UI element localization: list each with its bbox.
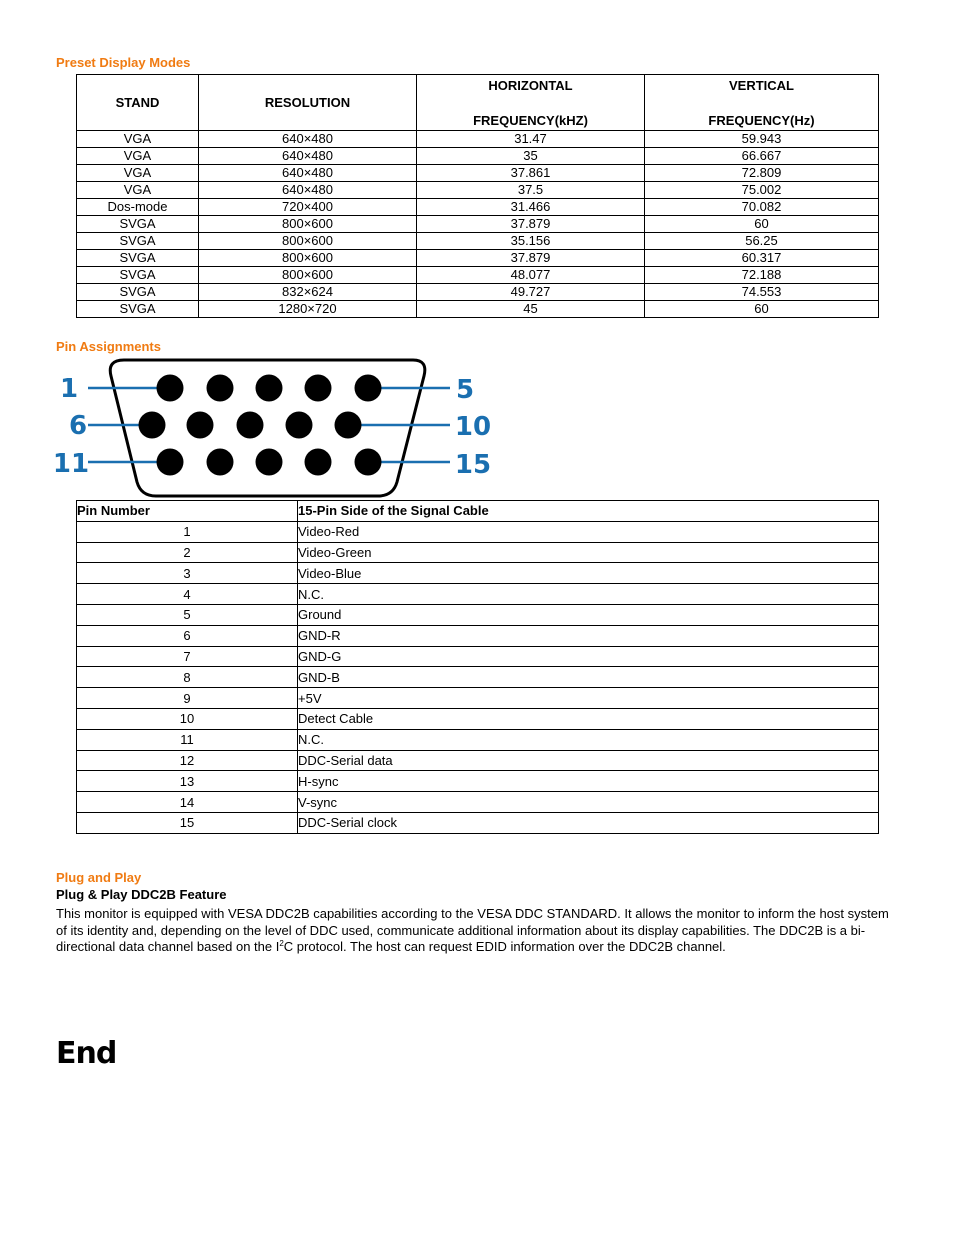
resolution-cell: 800×600 [199,216,417,233]
signal-cell: Detect Cable [298,708,879,729]
pins-table-row [77,708,879,729]
pins-table-row [77,646,879,667]
vertical-frequency-cell: 72.188 [645,267,879,284]
vertical-frequency-cell: 74.553 [645,284,879,301]
stand-cell: SVGA [77,301,199,318]
pins-table-row [77,521,879,542]
ddc2b-feature-subheading: Plug & Play DDC2B Feature [56,887,227,902]
pins-table-row [77,771,879,792]
signal-cell: Ground [298,604,879,625]
horizontal-frequency-cell: 31.466 [417,199,645,216]
pin-dot-6 [139,412,166,439]
signal-cell: DDC-Serial clock [298,812,879,833]
pin-number-cell: 14 [77,792,298,813]
signal-cell: Video-Blue [298,563,879,584]
signal-cell: N.C. [298,729,879,750]
signal-cell: +5V [298,688,879,709]
signal-cell: GND-G [298,646,879,667]
horizontal-frequency-cell: 37.879 [417,250,645,267]
pin-dot-2 [207,375,234,402]
pin-assignments-heading: Pin Assignments [56,339,161,354]
stand-cell: SVGA [77,267,199,284]
vertical-frequency-cell: 56.25 [645,233,879,250]
pins-header-row [77,501,879,522]
resolution-cell: 640×480 [199,148,417,165]
pin-number-cell: 4 [77,584,298,605]
horizontal-frequency-cell: 37.879 [417,216,645,233]
pins-table-row [77,750,879,771]
resolution-cell: 800×600 [199,233,417,250]
vertical-frequency-cell: 72.809 [645,165,879,182]
pins-table-row [77,667,879,688]
modes-table-row [77,233,879,250]
horizontal-frequency-cell: 37.861 [417,165,645,182]
resolution-cell: 640×480 [199,131,417,148]
pin-label-15: 15 [454,450,492,480]
signal-cell: GND-B [298,667,879,688]
pins-table-row [77,584,879,605]
vertical-frequency-header [645,75,879,131]
stand-cell: Dos-mode [77,199,199,216]
pin-number-cell: 15 [77,812,298,833]
pins-table-row [77,625,879,646]
vertical-frequency-cell: 60.317 [645,250,879,267]
pin-label-1: 1 [59,374,79,404]
pins-table-row [77,563,879,584]
resolution-cell: 640×480 [199,182,417,199]
stand-cell: VGA [77,148,199,165]
pin-dot-14 [305,449,332,476]
stand-cell: VGA [77,165,199,182]
signal-cell: DDC-Serial data [298,750,879,771]
pin-number-header: Pin Number [77,501,298,522]
signal-cell: N.C. [298,584,879,605]
pin-dot-1 [157,375,184,402]
pin-number-cell: 9 [77,688,298,709]
pin-dot-12 [207,449,234,476]
pin-number-cell: 10 [77,708,298,729]
modes-table-row [77,165,879,182]
pin-dot-8 [237,412,264,439]
pin-number-cell: 8 [77,667,298,688]
horizontal-frequency-header [417,75,645,131]
signal-cell: Video-Red [298,521,879,542]
horizontal-frequency-cell: 35 [417,148,645,165]
pin-number-cell: 2 [77,542,298,563]
pin-label-11: 11 [52,449,90,479]
modes-table-row [77,199,879,216]
stand-cell: VGA [77,131,199,148]
modes-table-row [77,267,879,284]
pin-dot-9 [286,412,313,439]
pin-dot-4 [305,375,332,402]
pin-number-cell: 3 [77,563,298,584]
horizontal-frequency-cell: 37.5 [417,182,645,199]
signal-cell: Video-Green [298,542,879,563]
pin-dot-11 [157,449,184,476]
pin-dot-13 [256,449,283,476]
end-title: End [56,1036,117,1071]
vertical-frequency-cell: 75.002 [645,182,879,199]
vertical-frequency-cell: 66.667 [645,148,879,165]
pin-dot-7 [187,412,214,439]
vertical-frequency-cell: 60 [645,216,879,233]
preset-display-modes-heading: Preset Display Modes [56,55,191,70]
modes-table-row [77,148,879,165]
resolution-cell: 640×480 [199,165,417,182]
modes-table-row [77,301,879,318]
pin-label-10: 10 [454,412,492,442]
stand-cell: SVGA [77,216,199,233]
pins-table-row [77,792,879,813]
modes-table-row [77,131,879,148]
modes-table-row [77,216,879,233]
pin-number-cell: 11 [77,729,298,750]
vertical-frequency-cell: 59.943 [645,131,879,148]
resolution-cell: 800×600 [199,267,417,284]
pin-dot-15 [355,449,382,476]
pins-table-row [77,604,879,625]
plug-and-play-heading: Plug and Play [56,870,142,885]
pin-assignments-table [76,500,879,834]
horizontal-header-line1: HORIZONTAL [488,77,573,93]
horizontal-frequency-cell: 49.727 [417,284,645,301]
vertical-header-line1: VERTICAL [729,77,794,93]
pin-dot-3 [256,375,283,402]
stand-header: STAND [77,75,199,131]
resolution-header: RESOLUTION [199,75,417,131]
signal-cell: V-sync [298,792,879,813]
signal-cell: H-sync [298,771,879,792]
vertical-frequency-cell: 60 [645,301,879,318]
resolution-cell: 832×624 [199,284,417,301]
stand-cell: SVGA [77,284,199,301]
modes-header-row [77,75,879,131]
pin-label-6: 6 [68,411,88,441]
modes-table-row [77,250,879,267]
horizontal-frequency-cell: 31.47 [417,131,645,148]
vertical-header-line2: FREQUENCY(Hz) [708,112,815,128]
horizontal-frequency-cell: 45 [417,301,645,318]
i2c-superscript: 2 [279,939,284,948]
pin-number-cell: 5 [77,604,298,625]
modes-table-row [77,182,879,199]
preset-modes-table [76,74,879,318]
ddc2b-text-part2: C protocol. The host can request EDID information over the DDC2B channel. [283,939,726,954]
stand-cell: SVGA [77,233,199,250]
signal-cell: GND-R [298,625,879,646]
pin-number-cell: 13 [77,771,298,792]
signal-header: 15-Pin Side of the Signal Cable [298,501,879,522]
stand-cell: VGA [77,182,199,199]
horizontal-frequency-cell: 35.156 [417,233,645,250]
ddc2b-text-part1: This monitor is equipped with VESA DDC2B capabilities according to the VESA DDC STANDARD. It allows the monitor to inform the host system of its identity and, depending on the level of DDC used, communicate additional information about its display capabilities. The DDC2B is a bi-directional data channel based on the I [56,906,889,954]
pin-number-cell: 1 [77,521,298,542]
modes-table-row [77,284,879,301]
pin-number-cell: 6 [77,625,298,646]
vertical-frequency-cell: 70.082 [645,199,879,216]
pins-table-row [77,542,879,563]
pin-label-5: 5 [455,375,475,405]
resolution-cell: 1280×720 [199,301,417,318]
pin-number-cell: 12 [77,750,298,771]
pin-number-cell: 7 [77,646,298,667]
pins-table-row [77,688,879,709]
resolution-cell: 720×400 [199,199,417,216]
pin-dot-10 [335,412,362,439]
pins-table-row [77,729,879,750]
pin-dot-5 [355,375,382,402]
pins-table-row [77,812,879,833]
resolution-cell: 800×600 [199,250,417,267]
horizontal-frequency-cell: 48.077 [417,267,645,284]
ddc2b-description [56,906,896,956]
stand-cell: SVGA [77,250,199,267]
horizontal-header-line2: FREQUENCY(kHZ) [473,112,588,128]
vga-connector-diagram [52,356,502,502]
